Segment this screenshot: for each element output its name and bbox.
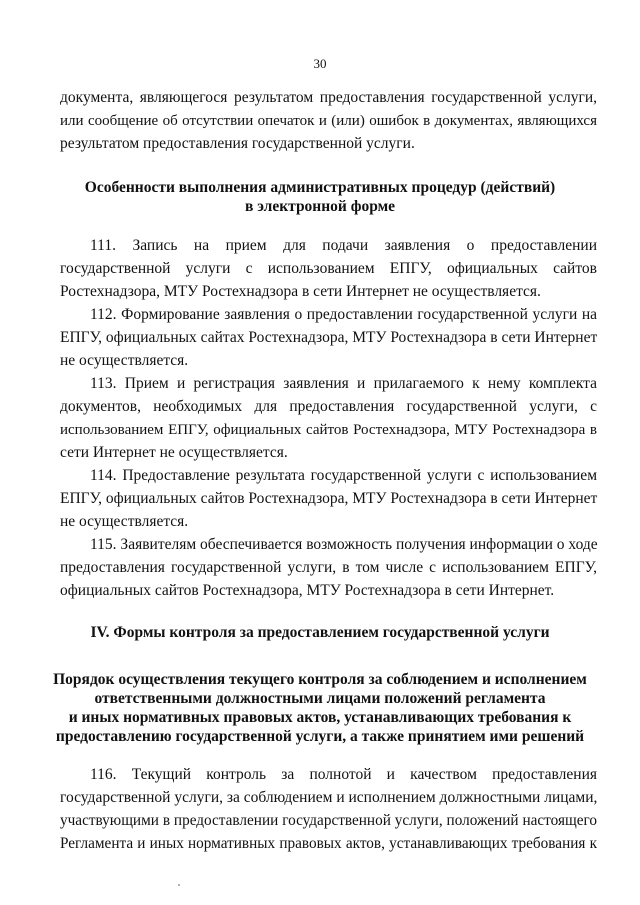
- page-number: 30: [313, 56, 327, 71]
- p113-line-3: использованием ЕПГУ, официальных сайтов Ростехнадзора, МТУ Ростехнадзора в: [60, 422, 597, 438]
- p115-line-1: 115. Заявителям обеспечивается возможность получения информации о ходе: [90, 536, 598, 553]
- p111-line-1: 111. Запись на прием для подачи заявления о предоставлении: [90, 237, 597, 254]
- p115-line-3: официальных сайтов Ростехнадзора, МТУ Ростехнадзора в сети Интернет.: [60, 582, 555, 599]
- section-iv-title: IV. Формы контроля за предоставлением государственной услуги: [90, 624, 550, 641]
- heading-control-line-3: и иных нормативных правовых актов, устанавливающих требования к: [68, 709, 572, 726]
- p116-line-4: Регламента и иных нормативных правовых актов, устанавливающих требования к: [60, 835, 597, 852]
- intro-line-2: или сообщение об отсутствии опечаток и (или) ошибок в документах, являющихся: [60, 113, 597, 129]
- p114-line-2: ЕПГУ, официальных сайтов Ростехнадзора, МТУ Ростехнадзора в сети Интернет: [60, 490, 598, 507]
- p113-line-2: документов, необходимых для предоставления государственной услуги, с: [60, 398, 597, 415]
- p113-line-1: 113. Прием и регистрация заявления и прилагаемого к нему комплекта: [90, 375, 597, 392]
- heading-control-line-2: ответственными должностными лицами положений регламента: [94, 690, 546, 707]
- p112-line-3: не осуществляется.: [60, 352, 189, 369]
- p111-line-3: Ростехнадзора, МТУ Ростехнадзора в сети Интернет не осуществляется.: [60, 283, 541, 300]
- p114-line-3: не осуществляется.: [60, 513, 189, 530]
- intro-line-1: документа, являющегося результатом предоставления государственной услуги,: [60, 89, 597, 106]
- p114-line-1: 114. Предоставление результата государственной услуги с использованием: [90, 467, 597, 484]
- p116-line-1: 116. Текущий контроль за полнотой и качеством предоставления: [90, 766, 597, 783]
- scan-speck: [178, 884, 180, 886]
- p113-line-4: сети Интернет не осуществляется.: [60, 444, 288, 461]
- heading-electronic-line-1: Особенности выполнения административных процедур (действий): [84, 179, 556, 196]
- intro-line-3: результатом предоставления государственной услуги.: [60, 135, 415, 152]
- p116-line-2: государственной услуги, за соблюдением и исполнением должностными лицами,: [60, 789, 598, 806]
- p112-line-2: ЕПГУ, официальных сайтах Ростехнадзора, МТУ Ростехнадзора в сети Интернет: [60, 329, 598, 346]
- p116-line-3: участвующими в предоставлении государственной услуги, положений настоящего: [60, 812, 597, 829]
- p112-line-1: 112. Формирование заявления о предоставлении государственной услуги на: [90, 306, 597, 323]
- heading-electronic-line-2: в электронной форме: [244, 198, 396, 215]
- heading-control-line-4: предоставлению государственной услуги, а также принятием ими решений: [55, 728, 585, 745]
- heading-control-line-1: Порядок осуществления текущего контроля за соблюдением и исполнением: [53, 671, 587, 688]
- p111-line-2: государственной услуги с использованием ЕПГУ, официальных сайтов: [60, 260, 597, 277]
- p115-line-2: предоставления государственной услуги, в том числе с использованием ЕПГУ,: [60, 559, 597, 576]
